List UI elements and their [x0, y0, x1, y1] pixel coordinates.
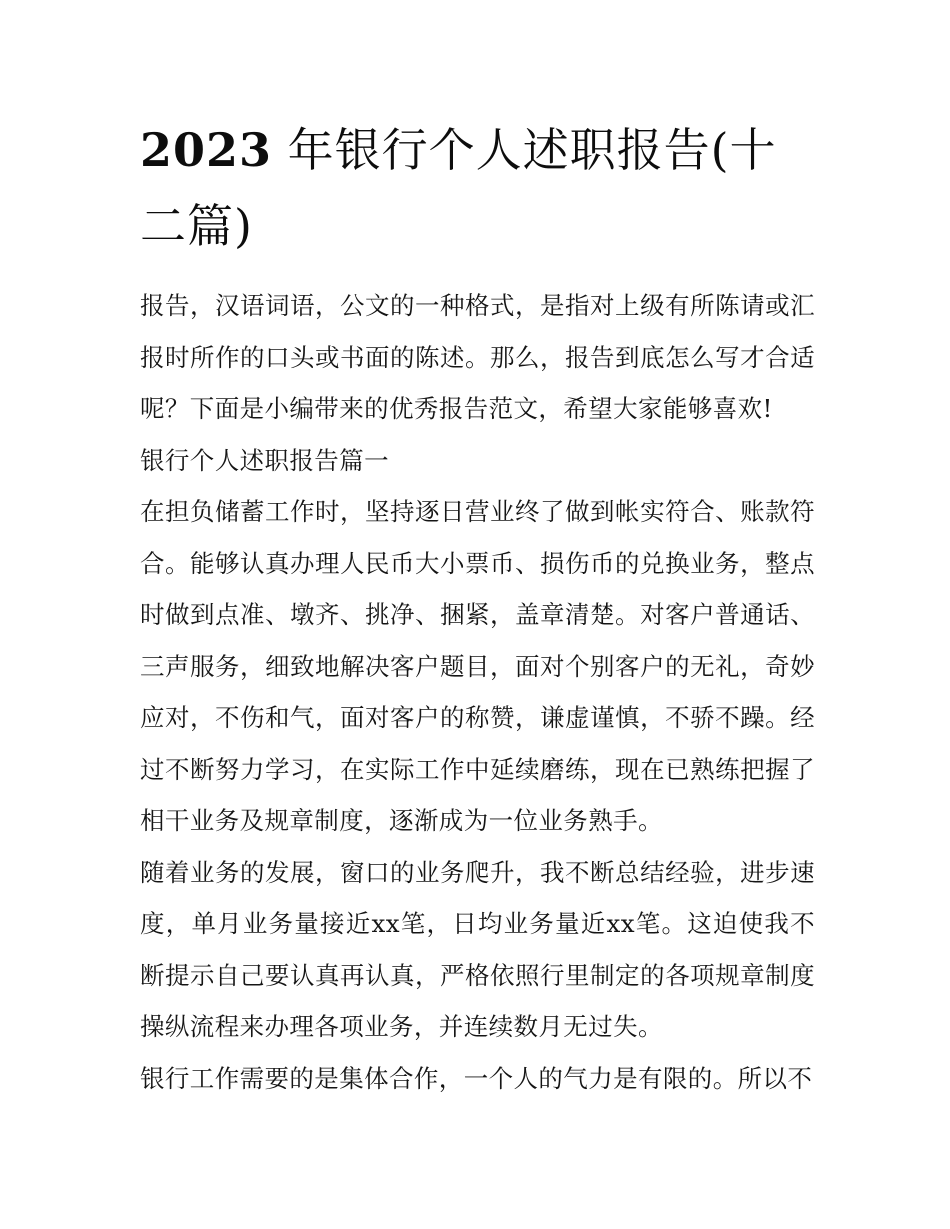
intro-paragraph: 报告，汉语词语，公文的一种格式，是指对上级有所陈请或汇报时所作的口头或书面的陈述。那么，报告到底怎么写才合适呢？下面是小编带来的优秀报告范文，希望大家能够喜欢!	[140, 291, 815, 423]
body-paragraph: 随着业务的发展，窗口的业务爬升，我不断总结经验，进步速度，单月业务量接近xx笔，日均业务量近xx笔。这迫使我不断提示自己要认真再认真，严格依照行里制定的各项规章制度操纵流程来办理各项业务，并连续数月无过失。	[140, 857, 815, 1041]
document-body	[140, 280, 815, 1104]
section-heading: 银行个人述职报告篇一	[140, 445, 389, 475]
body-paragraph: 银行工作需要的是集体合作，一个人的气力是有限的。所以不	[140, 1063, 813, 1093]
title-text: 年银行个人述职报告(十二篇)	[140, 123, 777, 253]
body-paragraph: 在担负储蓄工作时，坚持逐日营业终了做到帐实符合、账款符合。能够认真办理人民币大小票币、损伤币的兑换业务，整点时做到点准、墩齐、挑净、捆紧，盖章清楚。对客户普通话、三声服务，细致地解决客户题目，面对个别客户的无礼，奇妙应对，不伤和气，面对客户的称赞，谦虚谨慎，不骄不躁。经过不断努力学习，在实际工作中延续磨练，现在已熟练把握了相干业务及规章制度，逐渐成为一位业务熟手。	[140, 497, 815, 835]
title-year: 2023	[140, 123, 273, 177]
document-title	[140, 112, 820, 264]
